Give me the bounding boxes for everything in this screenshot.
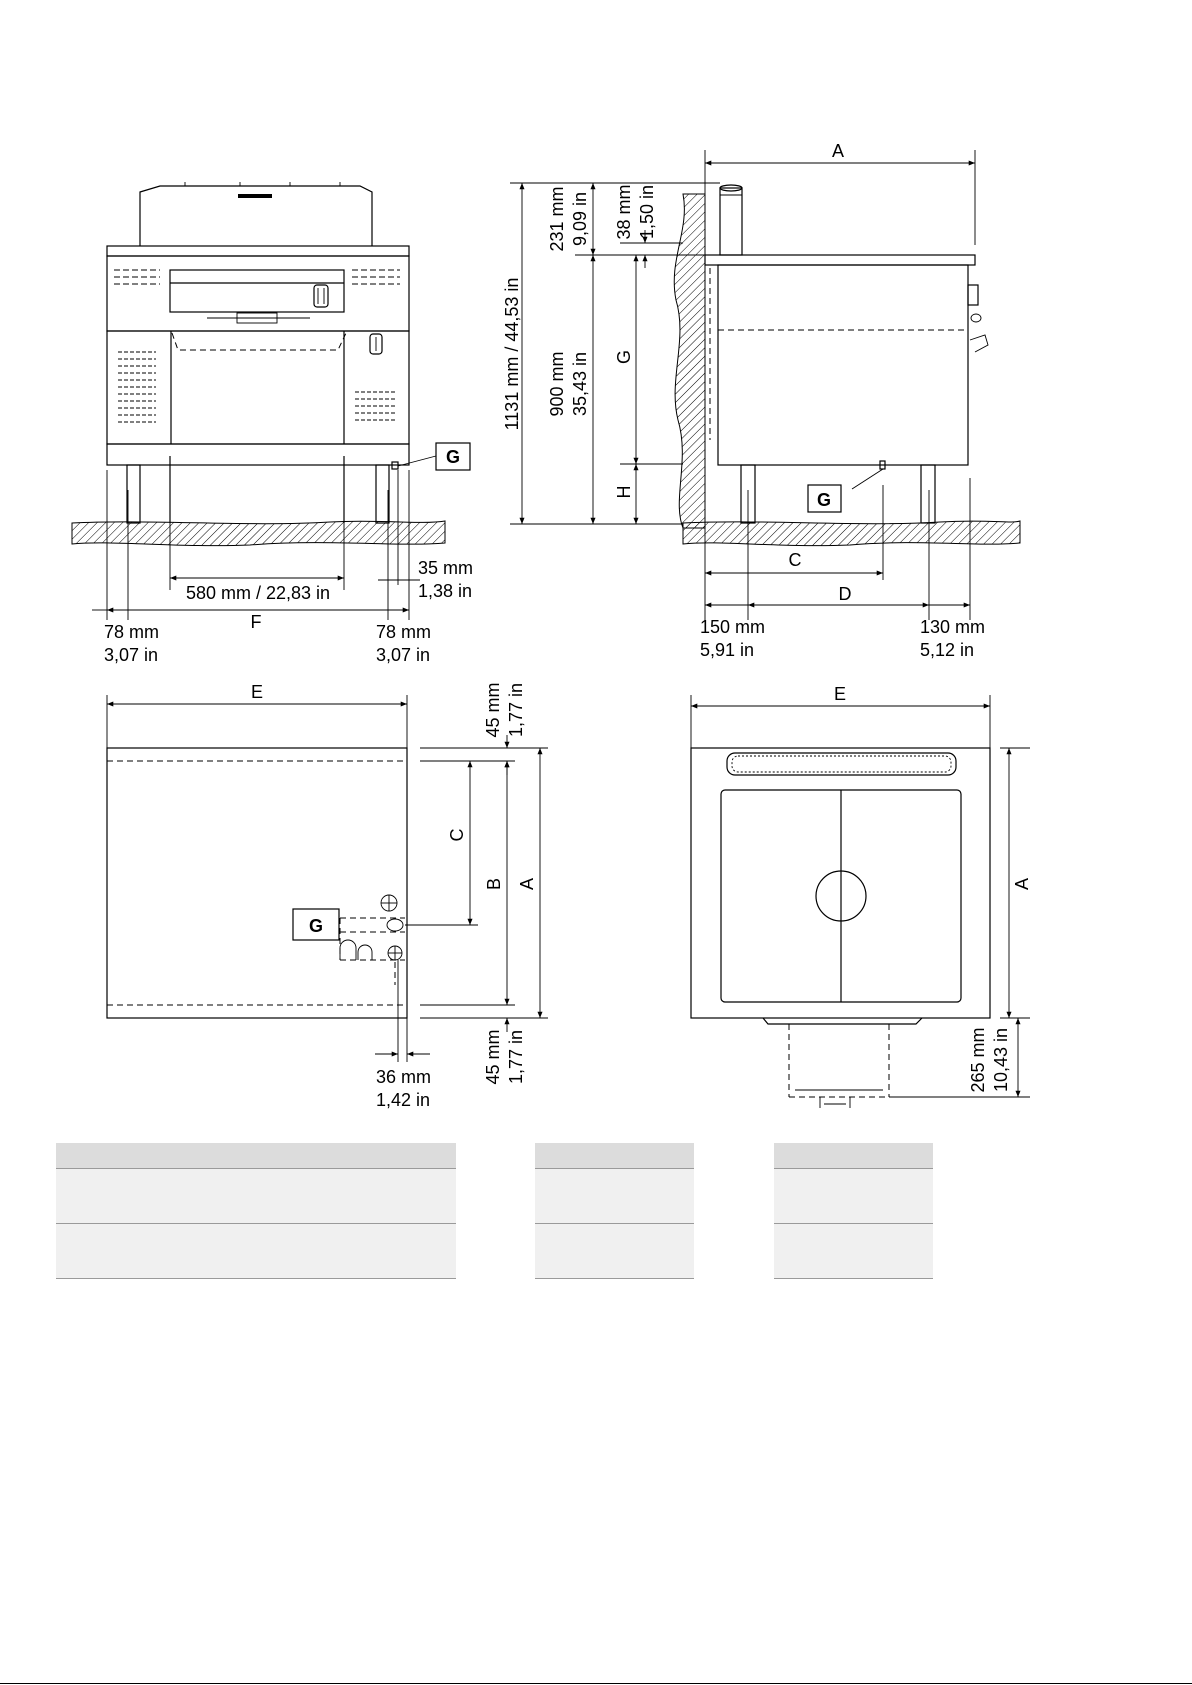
f-label: F [250,612,262,632]
wall-hatch [674,194,705,528]
table-cell [535,1169,694,1224]
table-cell [774,1169,933,1224]
front-left-mm: 78 mm [104,622,160,642]
side-right-in: 5,12 in [920,640,975,660]
side-c-label: C [788,550,802,570]
table-cell [535,1224,694,1279]
table-cell [774,1224,933,1279]
table-row [774,1224,933,1279]
front-width-dim: 580 mm / 22,83 in [185,583,331,603]
plan-bottom-in: 10,43 in [991,1027,1011,1093]
front-side-in: 1,38 in [418,581,473,601]
side-top-mm: 231 mm [547,186,567,252]
table-row [535,1224,694,1279]
front-view [72,182,473,665]
table-header [535,1143,694,1169]
g-box-top: G [308,916,324,936]
floor-hatch-side [683,521,1020,546]
table-header [56,1143,456,1169]
plan-bottom-mm: 265 mm [968,1027,988,1093]
spec-table-middle [535,1143,694,1279]
table-cell [56,1224,456,1279]
table-row [56,1169,456,1224]
top-view [107,682,548,1110]
side-view [502,141,1020,660]
table-row [535,1169,694,1224]
top-bottom-in: 1,77 in [506,1029,526,1085]
top-side-mm: 36 mm [376,1067,432,1087]
top-top-in: 1,77 in [506,682,526,738]
front-left-in: 3,07 in [104,645,159,665]
side-h-dim: H [614,485,634,499]
plan-view [691,684,1032,1108]
g-label-front: G [445,447,461,467]
side-left-mm: 150 mm [700,617,766,637]
g-box-side: G [816,490,832,510]
logo-mark [238,194,272,198]
plan-e-label: E [833,684,847,704]
front-right-in: 3,07 in [376,645,431,665]
side-top-in: 9,09 in [570,191,590,247]
top-a-label: A [517,877,537,891]
front-side-mm: 35 mm [418,558,474,578]
side-body-mm: 900 mm [547,351,567,417]
top-e-label: E [250,682,264,702]
top-bottom-mm: 45 mm [483,1029,503,1085]
side-total-height: 1131 mm / 44,53 in [502,277,522,431]
front-right-mm: 78 mm [376,622,432,642]
side-a-label: A [831,141,845,161]
plan-a-label: A [1012,877,1032,891]
side-d-label: D [838,584,852,604]
table-row [56,1224,456,1279]
table-cell [56,1169,456,1224]
side-left-in: 5,91 in [700,640,755,660]
top-top-mm: 45 mm [483,682,503,738]
side-flue-mm: 38 mm [614,184,634,240]
footer-rule [0,1683,1192,1684]
table-header [774,1143,933,1169]
side-flue-in: 1,50 in [637,184,657,240]
side-right-mm: 130 mm [920,617,986,637]
table-row [774,1169,933,1224]
top-c-label: C [447,828,467,842]
spec-table-right [774,1143,933,1279]
spec-table-main [56,1143,456,1279]
top-side-in: 1,42 in [376,1090,431,1110]
top-b-label: B [484,877,504,891]
side-body-in: 35,43 in [570,351,590,417]
side-g-dim: G [614,349,634,365]
